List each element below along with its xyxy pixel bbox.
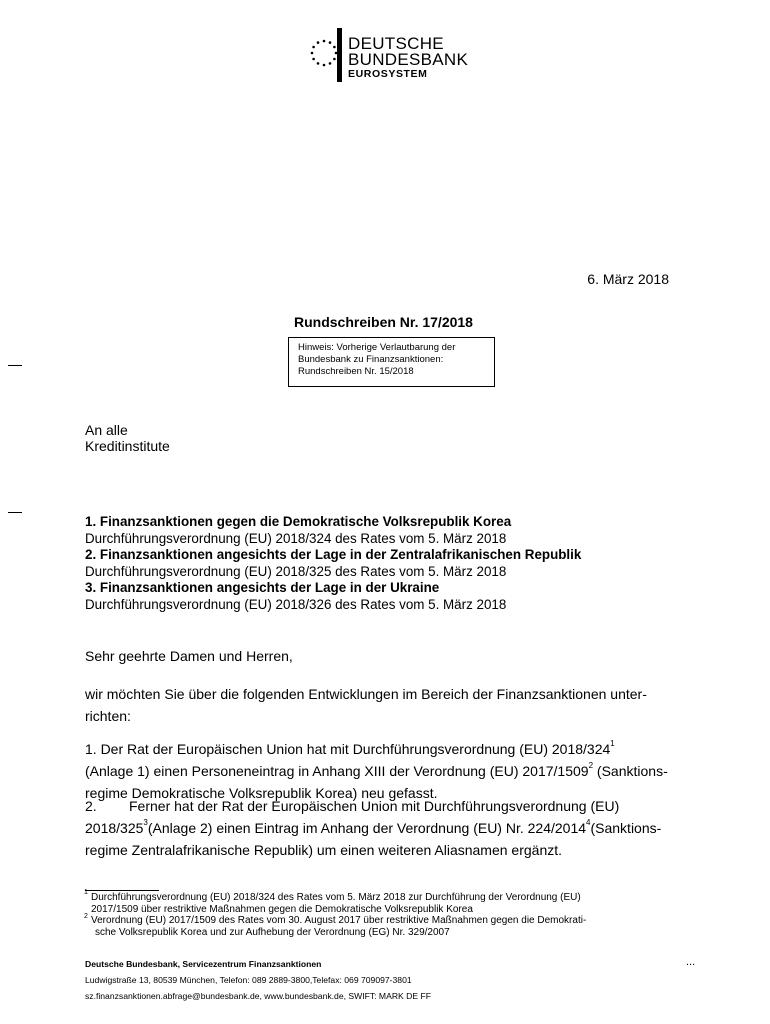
document-date: 6. März 2018 [587,271,669,287]
footnote-ref-4[interactable]: 4 [586,818,591,827]
footnote-ref-1[interactable]: 1 [610,739,615,748]
salutation: Sehr geehrte Damen und Herren, [85,648,293,664]
intro-line-1: wir möchten Sie über die folgenden Entwicklungen im Bereich der Finanzsanktionen unter- [85,686,647,702]
eurosystem-stars-icon [310,38,338,70]
subject-detail: Durchführungsverordnung (EU) 2018/325 des Rates vom 5. März 2018 [85,563,507,579]
addressee-line-1: An alle [85,422,128,438]
subject-heading: 3. Finanzsanktionen angesichts der Lage in der Ukraine [85,580,440,595]
intro-paragraph [85,683,685,727]
footer-line-2: Ludwigstraße 13, 80539 München, Telefon: 089 2889-3800,Telefax: 069 709097-3801 [85,975,412,985]
footnote-1: 1 Durchführungsverordnung (EU) 2018/324 des Rates vom 5. März 2018 zur Durchführung der Verordnung (EU) 2017/1509 über restriktive Maßnahmen gegen die Demokratische Volksrepublik Korea [84,889,581,915]
para1-line-3: regime Demokratische Volksrepublik Korea) neu gefasst. [85,785,438,801]
footnote-ref-3[interactable]: 3 [143,818,148,827]
addressee [85,422,170,454]
logo-line-1: DEUTSCHE [348,34,444,53]
para1-line-1: 1. Der Rat der Europäischen Union hat mit Durchführungsverordnung (EU) $2018/324^1$ [85,739,615,757]
intro-line-2: richten: [85,708,131,724]
fold-mark [8,365,22,366]
previous-notice-box [288,337,495,387]
subject-list [85,514,581,613]
footnote-separator [85,890,159,891]
subject-detail: Durchführungsverordnung (EU) 2018/326 des Rates vom 5. März 2018 [85,596,507,612]
footnote-ref-2[interactable]: 2 [588,761,594,770]
footnote-2: 2 Verordnung (EU) 2017/1509 des Rates vom 30. August 2017 über restriktive Maßnahmen gegen die Demokrati- sche Volksrepublik Korea und zur Aufhebung der Verordnung (EG) Nr. 329/2007 [84,913,587,938]
logo-line-2: BUNDESBANK [348,50,469,69]
note-line-3: Rundschreiben Nr. 15/2018 [298,366,414,377]
paragraph-2 [85,795,685,861]
note-line-2: Bundesbank zu Finanzsanktionen: [298,354,444,365]
logo-bar [337,28,342,82]
circular-title: Rundschreiben Nr. 17/2018 [294,314,473,330]
note-line-1: Hinweis: Vorherige Verlautbarung der [298,342,456,353]
para2-line-2: $2018/325^3(Anlage$ 2) einen Eintrag im Anhang der Verordnung (EU) Nr. 224/2014$^4$(Sanktions- [85,818,662,836]
para2-line-1: 2. Ferner hat der Rat der Europäischen Union mit Durchführungsverordnung (EU) [85,798,620,814]
subject-heading: 1. Finanzsanktionen gegen die Demokratische Volksrepublik Korea [85,514,512,529]
footnotes [84,889,685,938]
logo-line-3: EUROSYSTEM [348,68,428,80]
continuation-marker: ... [686,956,696,968]
para1-line-2: (Anlage 1) einen Personeneintrag in Anhang XIII der Verordnung (EU) 2017/1509$^2$ (Sanktions- [85,761,668,779]
addressee-line-2: Kreditinstitute [85,438,170,454]
bundesbank-logo [348,36,468,81]
subject-detail: Durchführungsverordnung (EU) 2018/324 des Rates vom 5. März 2018 [85,530,507,546]
subject-heading: 2. Finanzsanktionen angesichts der Lage in der Zentralafrikanischen Republik [85,547,582,562]
fold-mark [8,512,22,513]
letter-footer [85,956,431,1004]
para2-line-3: regime Zentralafrikanische Republik) um einen weiteren Aliasnamen ergänzt. [85,842,563,858]
footer-line-1: Deutsche Bundesbank, Servicezentrum Finanzsanktionen [85,959,322,969]
footer-line-3: sz.finanzsanktionen.abfrage@bundesbank.de, www.bundesbank.de, SWIFT: MARK DE FF [85,991,431,1001]
